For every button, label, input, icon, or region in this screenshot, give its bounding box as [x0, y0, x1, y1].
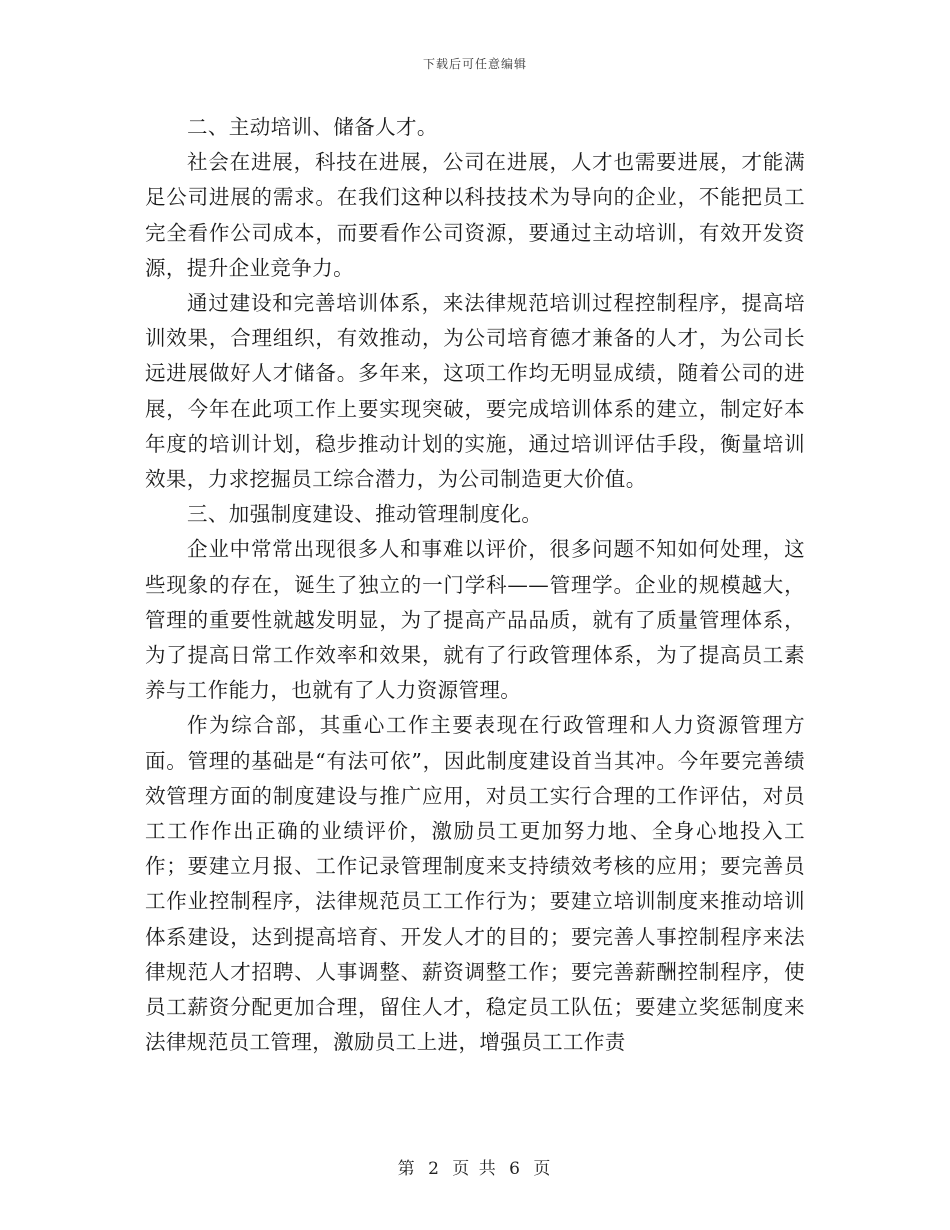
- current-page-number: 2: [428, 1159, 441, 1179]
- paragraph: 社会在进展，科技在进展，公司在进展，人才也需要进展，才能满足公司进展的需求。在我们这种以科技技术为导向的企业，不能把员工完全看作公司成本，而要看作公司资源，要通过主动培训，有效开发资源，提升企业竞争力。: [145, 150, 805, 280]
- paragraph: 企业中常常出现很多人和事难以评价，很多问题不知如何处理，这些现象的存在，诞生了独立的一门学科——管理学。企业的规模越大，管理的重要性就越发明显，为了提高产品品质，就有了质量管理体系，为了提高日常工作效率和效果，就有了行政管理体系，为了提高员工素养与工作能力，也就有了人力资源管理。: [145, 537, 805, 703]
- footer-middle: 页 共: [452, 1159, 498, 1179]
- section-heading-training: 二、主动培训、储备人才。: [187, 115, 438, 139]
- footer-prefix: 第: [397, 1159, 417, 1179]
- document-body: [145, 110, 805, 1060]
- section-heading-management: 三、加强制度建设、推动管理制度化。: [187, 502, 543, 527]
- page-header: 下载后可任意编辑: [422, 57, 527, 71]
- total-page-count: 6: [509, 1159, 522, 1179]
- footer-suffix: 页: [533, 1159, 553, 1179]
- page-footer: [0, 1154, 950, 1179]
- paragraph: 作为综合部，其重心工作主要表现在行政管理和人力资源管理方面。管理的基础是“有法可依”，因此制度建设首当其冲。今年要完善绩效管理方面的制度建设与推广应用，对员工实行合理的工作评估，对员工工作作出正确的业绩评价，激励员工更加努力地、全身心地投入工作；要建立月报、工作记录管理制度来支持绩效考核的应用；要完善员工作业控制程序，法律规范员工工作行为；要建立培训制度来推动培训体系建设，达到提高培育、开发人才的目的；要完善人事控制程序来法律规范人才招聘、人事调整、薪资调整工作；要完善薪酬控制程序，使员工薪资分配更加合理，留住人才，稳定员工队伍；要建立奖惩制度来法律规范员工管理，激励员工上进，增强员工工作责: [145, 713, 805, 1055]
- paragraph: 通过建设和完善培训体系，来法律规范培训过程控制程序，提高培训效果，合理组织，有效推动，为公司培育德才兼备的人才，为公司长远进展做好人才储备。多年来，这项工作均无明显成绩，随着公司的进展，今年在此项工作上要实现突破，要完成培训体系的建立，制定好本年度的培训计划，稳步推动计划的实施，通过培训评估手段，衡量培训效果，力求挖掘员工综合潜力，为公司制造更大价值。: [145, 291, 805, 492]
